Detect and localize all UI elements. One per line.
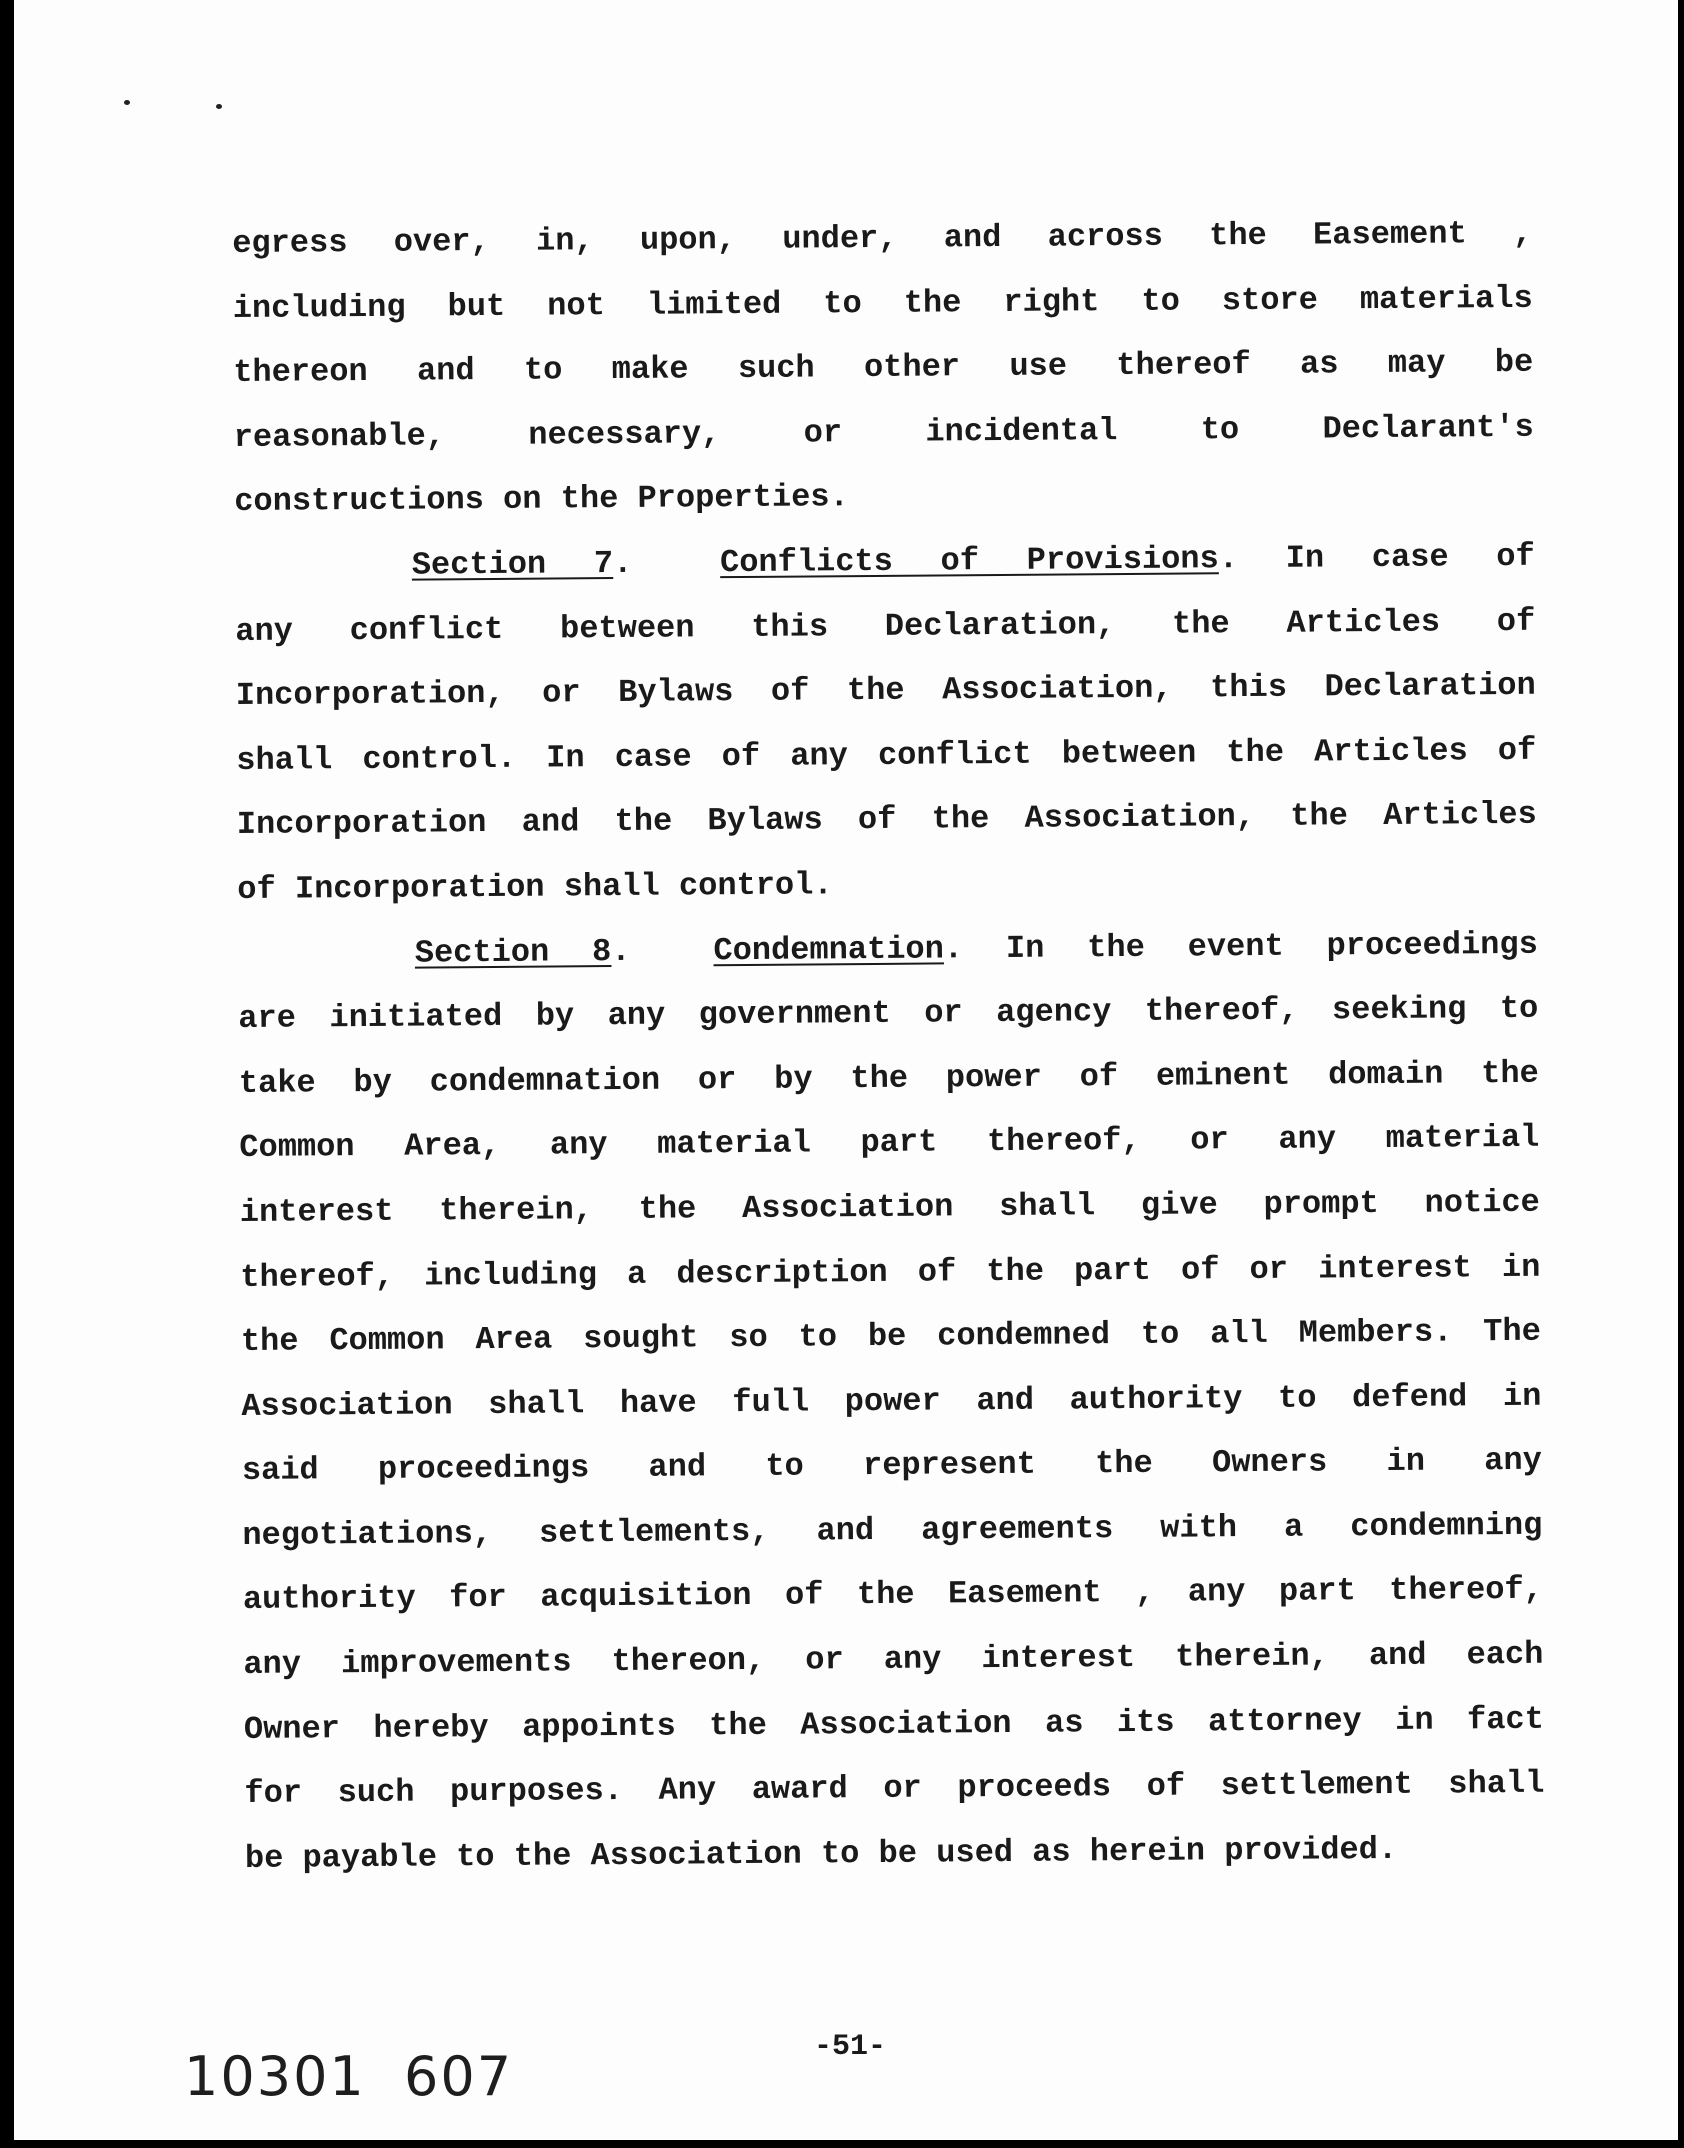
section-7-first-line-rest: In case of — [1285, 537, 1535, 577]
section-8-line: for such purposes. Any award or proceeds of settlement shall — [244, 1764, 1545, 1813]
section-8-line: thereof, including a description of the part of or interest in — [240, 1248, 1541, 1296]
body-line: including but not limited to the right to store materials — [232, 279, 1533, 327]
section-8-line: said proceedings and to represent the Owners in any — [241, 1442, 1542, 1490]
page-number: -51- — [814, 2030, 887, 2064]
section-8-line: negotiations, settlements, and agreements with a condemning — [242, 1506, 1543, 1554]
section-7-title: Conflicts of Provisions — [719, 540, 1219, 582]
document-body — [232, 202, 1545, 1892]
section-8-line: Association shall have full power and authority to defend in — [241, 1377, 1542, 1425]
section-7-heading-line: Section 7. Conflicts of Provisions. In case of — [411, 537, 1535, 584]
section-7-line: any conflict between this Declaration, the Articles of — [235, 602, 1536, 650]
body-line: egress over, in, upon, under, and across the Easement , — [232, 214, 1533, 262]
body-line: reasonable, necessary, or incidental to Declarant's — [233, 408, 1534, 456]
section-8-line: any improvements thereon, or any interest therein, and each — [243, 1635, 1544, 1684]
section-7-line: Incorporation and the Bylaws of the Association, the Articles — [236, 796, 1537, 844]
section-7-line: Incorporation, or Bylaws of the Association, this Declaration — [235, 666, 1536, 715]
body-line: constructions on the Properties. — [234, 478, 849, 521]
document-stamp-page: 607 — [404, 2045, 514, 2108]
section-8-line: Common Area, any material part thereof, or any material — [239, 1119, 1540, 1167]
section-8-line: be payable to the Association to be used as herein provided. — [244, 1830, 1398, 1877]
document-stamp-number: 10301 — [184, 2045, 366, 2108]
section-7-line: of Incorporation shall control. — [237, 866, 833, 908]
document-page — [14, 0, 1678, 2140]
section-7-number: Section 7 — [411, 544, 614, 584]
section-8-first-line-rest: In the event proceedings — [1005, 925, 1538, 967]
section-8-title: Condemnation — [713, 929, 944, 969]
section-8-heading-line: Section 8. Condemnation. In the event proceedings — [414, 925, 1538, 972]
section-8-line: take by condemnation or by the power of eminent domain the — [238, 1054, 1539, 1102]
section-8-line: are initiated by any government or agency thereof, seeking to — [238, 989, 1539, 1038]
body-line: thereon and to make such other use thereof as may be — [233, 343, 1534, 392]
section-8-line: Owner hereby appoints the Association as its attorney in fact — [243, 1700, 1545, 1748]
scan-speck — [216, 104, 222, 109]
section-7-line: shall control. In case of any conflict between the Articles of — [236, 731, 1537, 779]
section-8-number: Section 8 — [414, 932, 612, 972]
section-8-line: the Common Area sought so to be condemned to all Members. The — [240, 1312, 1541, 1361]
section-8-line: authority for acquisition of the Easement , any part thereof, — [242, 1571, 1544, 1619]
scan-speck — [124, 100, 130, 105]
section-8-line: interest therein, the Association shall give prompt notice — [239, 1183, 1540, 1231]
